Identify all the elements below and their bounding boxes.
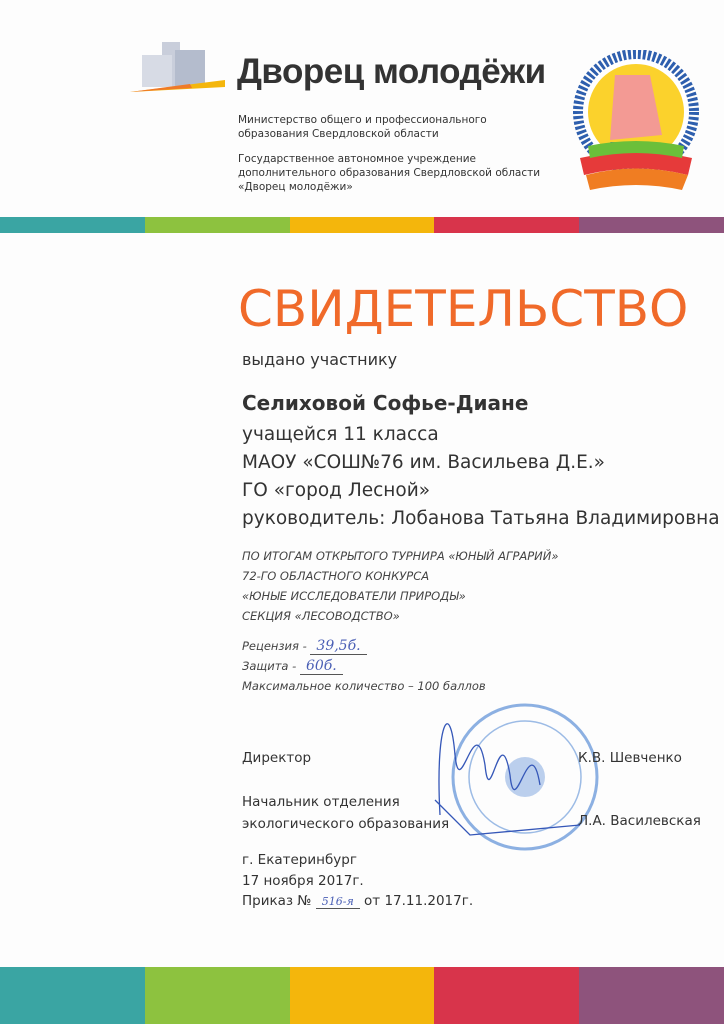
review-value: 39,5б. bbox=[310, 638, 366, 655]
ministry-line: Министерство общего и профессионального bbox=[238, 114, 487, 126]
head-title-line: Начальник отделения bbox=[242, 794, 400, 810]
head-title-line: экологического образования bbox=[242, 816, 450, 832]
school: МАОУ «СОШ№76 им. Васильева Д.Е.» bbox=[242, 452, 605, 473]
contest-line: «ЮНЫЕ ИССЛЕДОВАТЕЛИ ПРИРОДЫ» bbox=[242, 589, 466, 603]
contest-info bbox=[242, 546, 558, 626]
official-stamp-icon bbox=[430, 695, 600, 860]
director-name: К.В. Шевченко bbox=[578, 750, 682, 766]
recipient-name: Селиховой Софье-Диане bbox=[242, 391, 529, 415]
color-band-top bbox=[0, 217, 724, 233]
footer-info bbox=[242, 850, 473, 913]
institution-line: «Дворец молодёжи» bbox=[238, 181, 353, 193]
contest-line: СЕКЦИЯ «ЛЕСОВОДСТВО» bbox=[242, 609, 400, 623]
contest-line: 72-ГО ОБЛАСТНОГО КОНКУРСА bbox=[242, 569, 430, 583]
review-label: Рецензия - bbox=[242, 639, 311, 653]
grade: учащейся 11 класса bbox=[242, 424, 439, 445]
order-number: 516-я bbox=[316, 895, 360, 909]
issued-to: выдано участнику bbox=[242, 350, 398, 369]
order-date: от 17.11.2017г. bbox=[359, 893, 474, 909]
festival-logo-icon bbox=[570, 50, 705, 195]
head-name: Л.А. Василевская bbox=[578, 813, 701, 829]
defense-score bbox=[242, 656, 343, 676]
supervisor: руководитель: Лобанова Татьяна Владимировна bbox=[242, 508, 720, 529]
max-score: Максимальное количество – 100 баллов bbox=[242, 679, 486, 693]
order bbox=[242, 891, 473, 913]
dvorets-logo-icon bbox=[130, 40, 225, 95]
brand-name: Дворец молодёжи bbox=[237, 52, 546, 91]
head-title bbox=[242, 791, 449, 835]
director-title: Директор bbox=[242, 750, 312, 766]
institution-line: дополнительного образования Свердловской области bbox=[238, 167, 541, 179]
defense-value: 60б. bbox=[300, 658, 343, 675]
certificate-title: СВИДЕТЕЛЬСТВО bbox=[238, 280, 689, 338]
institution-text bbox=[238, 152, 540, 194]
ministry-line: образования Свердловской области bbox=[238, 128, 439, 140]
color-band-bottom bbox=[0, 967, 724, 1024]
contest-line: ПО ИТОГАМ ОТКРЫТОГО ТУРНИРА «ЮНЫЙ АГРАРИЙ» bbox=[242, 549, 559, 563]
defense-label: Защита - bbox=[242, 659, 300, 673]
order-label: Приказ № bbox=[242, 893, 316, 909]
review-score bbox=[242, 636, 367, 656]
ministry-text bbox=[238, 113, 487, 141]
city: г. Екатеринбург bbox=[242, 852, 357, 868]
date: 17 ноября 2017г. bbox=[242, 872, 364, 889]
city-district: ГО «город Лесной» bbox=[242, 480, 431, 501]
institution-line: Государственное автономное учреждение bbox=[238, 153, 476, 165]
